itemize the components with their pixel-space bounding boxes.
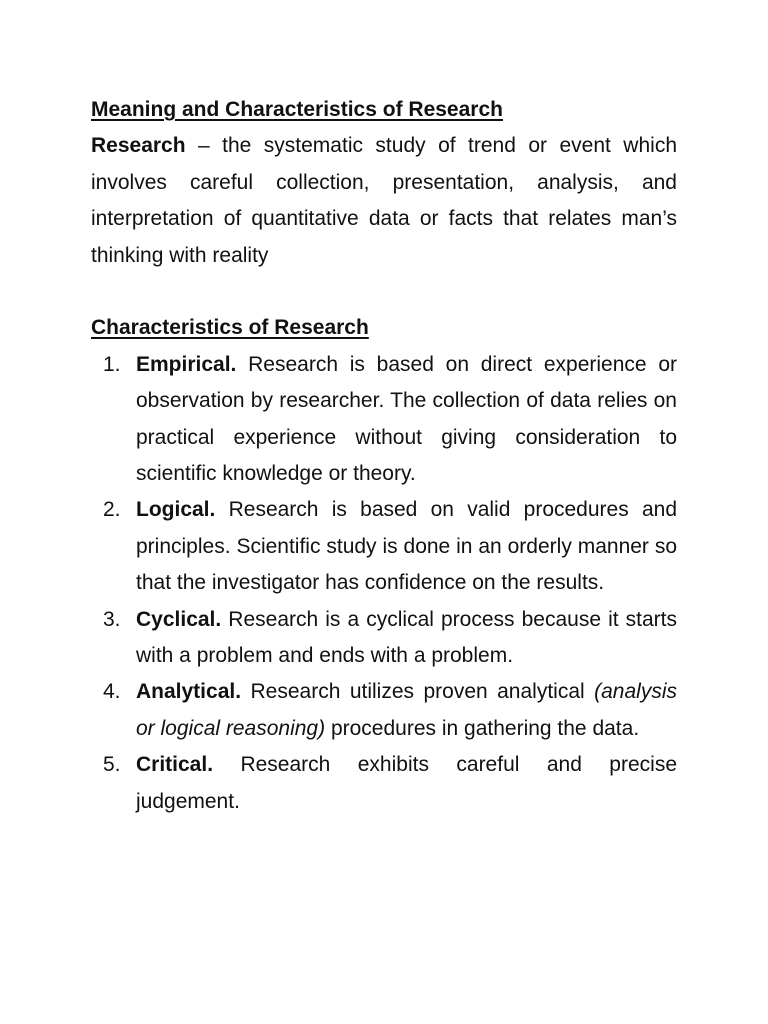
item-text: Research is a cyclical process because it starts with a problem and ends with a problem.	[136, 607, 677, 668]
item-text: Research is based on direct experience or observation by researcher. The collection of data relies on practical experience without giving consideration to scientific knowledge or theory.	[136, 352, 677, 486]
document-title: Meaning and Characteristics of Research	[91, 98, 503, 121]
characteristics-list	[91, 347, 677, 820]
paragraph-spacer	[91, 274, 677, 310]
definition-term: Research	[91, 134, 186, 158]
item-text-before: Research utilizes proven analytical	[241, 680, 595, 704]
research-definition	[91, 128, 677, 274]
item-text-after: procedures in gathering the data.	[325, 716, 640, 740]
item-text: Research exhibits careful and precise judgement.	[136, 753, 677, 813]
item-term: Critical.	[136, 753, 214, 777]
list-item-logical	[91, 492, 677, 601]
document-page	[91, 92, 677, 820]
list-item-analytical	[91, 674, 677, 747]
item-term: Cyclical.	[136, 607, 222, 631]
list-item-critical	[91, 747, 677, 820]
list-item-empirical	[91, 347, 677, 493]
item-term: Empirical.	[136, 352, 237, 376]
item-term: Analytical.	[136, 680, 242, 704]
list-number: 5.	[103, 753, 121, 777]
list-number: 3.	[103, 607, 121, 631]
item-term: Logical.	[136, 498, 216, 522]
list-number: 4.	[103, 680, 121, 704]
item-text: Research is based on valid procedures and principles. Scientific study is done in an orderly manner so that the investigator has confidence on the results.	[136, 498, 677, 595]
item-italic-note: (analysis or logical reasoning)	[136, 680, 677, 740]
list-item-cyclical	[91, 602, 677, 675]
list-number: 1.	[103, 352, 121, 376]
definition-text: – the systematic study of trend or event which involves careful collection, presentation, analysis, and interpretation of quantitative data or facts that relates man’s thinking with reality	[91, 134, 677, 267]
list-number: 2.	[103, 498, 121, 522]
characteristics-heading: Characteristics of Research	[91, 316, 369, 340]
